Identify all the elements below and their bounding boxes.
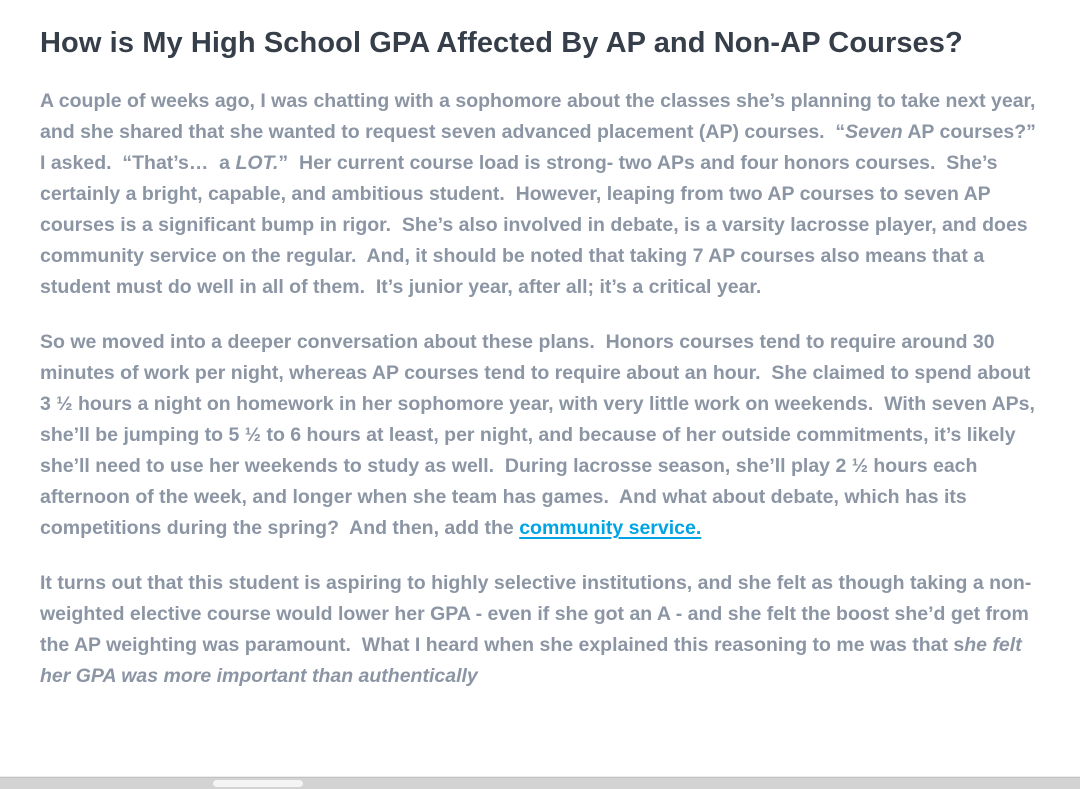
horizontal-scrollbar-thumb[interactable] bbox=[213, 780, 303, 787]
community-service-link[interactable]: community service. bbox=[519, 517, 702, 540]
italic-text-run: Seven bbox=[845, 121, 903, 144]
text-run: A couple of weeks ago, I was chatting with a sophomore about the classes she’s planning to take next year, and she shared that she wanted to request seven advanced placement (AP) courses. “ bbox=[40, 90, 1041, 144]
horizontal-scrollbar[interactable] bbox=[0, 777, 1080, 789]
italic-text-run: he felt her GPA was more important than authentically bbox=[40, 634, 1028, 688]
page-title: How is My High School GPA Affected By AP and Non-AP Courses? bbox=[40, 27, 963, 59]
paragraph bbox=[40, 327, 1044, 544]
italic-text-run: LOT. bbox=[235, 152, 279, 175]
text-run: It turns out that this student is aspiring to highly selective institutions, and she felt as though taking a non-weighted elective course would lower her GPA - even if she got an A - and she felt the boost she’d get from the AP weighting was paramount. What I heard when she explained this reasoning to me was that s bbox=[40, 572, 1035, 657]
paragraph bbox=[40, 568, 1044, 692]
text-run: ” Her current course load is strong- two APs and four honors courses. She’s certainly a bright, capable, and ambitious student. However, leaping from two AP courses to seven AP courses is a significant bump in rigor. She’s also involved in debate, is a varsity lacrosse player, and does community service on the regular. And, it should be noted that taking 7 AP courses also means that a student must do well in all of them. It’s junior year, after all; it’s a critical year. bbox=[40, 152, 1034, 299]
paragraph bbox=[40, 86, 1044, 303]
text-run: So we moved into a deeper conversation about these plans. Honors courses tend to require around 30 minutes of work per night, whereas AP courses tend to require about an hour. She claimed to spend about 3 ½ hours a night on homework in her sophomore year, with very little work on weekends. With seven APs, she’ll be jumping to 5 ½ to 6 hours at least, per night, and because of her outside commitments, it’s likely she’ll need to use her weekends to study as well. During lacrosse season, she’ll play 2 ½ hours each afternoon of the week, and longer when she team has games. And what about debate, which has its competitions during the spring? And then, add the bbox=[40, 331, 1041, 540]
article-body bbox=[40, 86, 1044, 692]
text-run: AP courses?” I asked. “That’s… a bbox=[40, 121, 1042, 175]
